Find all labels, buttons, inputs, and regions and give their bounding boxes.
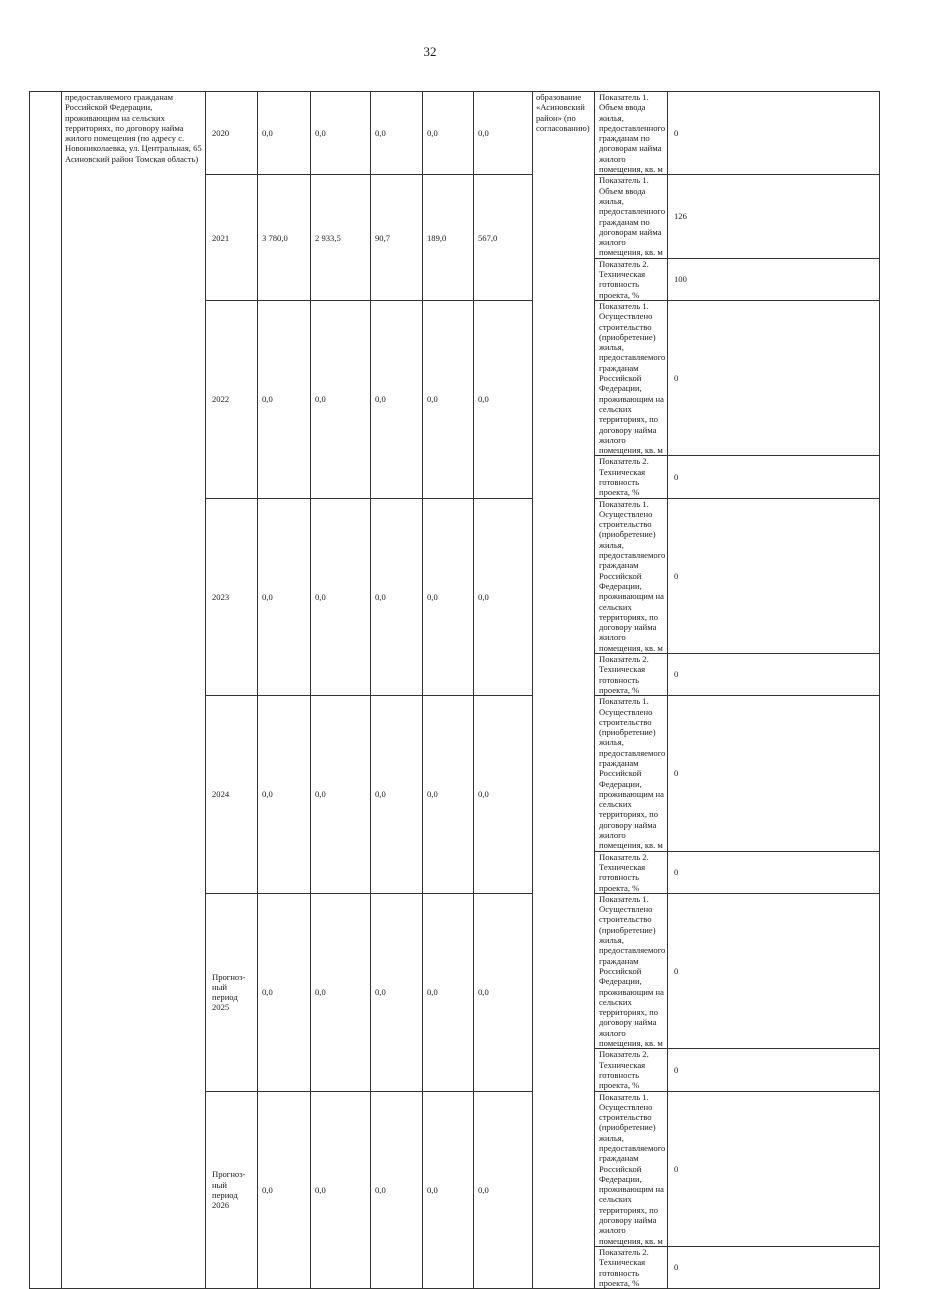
funding-value-cell: 0,0 [423,300,474,498]
year-cell: Прогноз- ный период 2025 [206,893,258,1091]
funding-value-cell: 0,0 [474,498,533,696]
funding-value-cell: 0,0 [474,92,533,175]
table-row [30,92,926,175]
funding-value-cell: 0,0 [371,893,423,1091]
funding-value-cell: 0,0 [371,498,423,696]
indicator-value-cell: 0 [668,654,880,696]
funding-value-cell: 0,0 [258,498,311,696]
executor-cell: образование «Асиновский район» (по согласованию) [533,92,595,1289]
indicator-text-cell: Показатель 1. Объем ввода жилья, предоставленного гражданам по договорам найма жилого помещения, кв. м [595,92,668,175]
year-cell: 2021 [206,175,258,301]
funding-value-cell: 0,0 [258,1091,311,1289]
funding-value-cell: 189,0 [423,175,474,301]
indicator-text-cell: Показатель 1. Осуществлено строительство (приобретение) жилья, предоставляемого гражданам Российской Федерации, проживающим на сельских территориях, по договору найма жилого помещения, кв. м [595,498,668,653]
indicator-value-cell: 0 [668,1246,880,1288]
funding-value-cell: 0,0 [474,696,533,894]
funding-value-cell: 0,0 [311,696,371,894]
indicator-text-cell: Показатель 2. Техническая готовность проекта, % [595,1246,668,1288]
indicator-value-cell: 0 [668,696,880,851]
funding-value-cell: 0,0 [423,696,474,894]
funding-value-cell: 0,0 [371,92,423,175]
funding-value-cell: 0,0 [423,893,474,1091]
indicator-text-cell: Показатель 2. Техническая готовность проекта, % [595,851,668,893]
year-cell: 2024 [206,696,258,894]
funding-value-cell: 0,0 [311,300,371,498]
funding-value-cell: 0,0 [371,1091,423,1289]
indicator-value-cell: 0 [668,456,880,498]
funding-value-cell: 0,0 [423,92,474,175]
indicator-text-cell: Показатель 2. Техническая готовность проекта, % [595,258,668,300]
funding-value-cell: 567,0 [474,175,533,301]
funding-value-cell: 0,0 [311,893,371,1091]
funding-value-cell: 0,0 [474,1091,533,1289]
funding-value-cell: 0,0 [258,893,311,1091]
funding-value-cell: 2 933,5 [311,175,371,301]
funding-value-cell: 90,7 [371,175,423,301]
row-number-cell [30,92,62,1289]
indicator-text-cell: Показатель 1. Осуществлено строительство (приобретение) жилья, предоставляемого гражданам Российской Федерации, проживающим на сельских территориях, по договору найма жилого помещения, кв. м [595,696,668,851]
measure-name-cell: предоставляемого гражданам Российской Федерации, проживающим на сельских территориях, по договору найма жилого помещения (по адресу с. Новониколаевка, ул. Центральная, 65 Асиновский район Томская область) [62,92,206,1289]
funding-value-cell: 0,0 [258,696,311,894]
funding-value-cell: 0,0 [474,300,533,498]
indicator-value-cell: 0 [668,893,880,1048]
indicator-text-cell: Показатель 2. Техническая готовность проекта, % [595,654,668,696]
funding-value-cell: 0,0 [311,498,371,696]
indicator-text-cell: Показатель 1. Осуществлено строительство (приобретение) жилья, предоставляемого гражданам Российской Федерации, проживающим на сельских территориях, по договору найма жилого помещения, кв. м [595,893,668,1048]
indicator-value-cell: 0 [668,851,880,893]
indicator-value-cell: 126 [668,175,880,258]
indicator-value-cell: 0 [668,1049,880,1091]
funding-value-cell: 0,0 [258,92,311,175]
funding-value-cell: 0,0 [371,696,423,894]
indicator-text-cell: Показатель 1. Объем ввода жилья, предоставленного гражданам по договорам найма жилого помещения, кв. м [595,175,668,258]
indicator-text-cell: Показатель 1. Осуществлено строительство (приобретение) жилья, предоставляемого гражданам Российской Федерации, проживающим на сельских территориях, по договору найма жилого помещения, кв. м [595,1091,668,1246]
year-cell: 2020 [206,92,258,175]
indicator-value-cell: 0 [668,1091,880,1246]
program-table [29,91,926,1289]
year-cell: 2023 [206,498,258,696]
indicator-value-cell: 100 [668,258,880,300]
indicator-value-cell: 0 [668,92,880,175]
year-cell: Прогноз- ный период 2026 [206,1091,258,1289]
indicator-text-cell: Показатель 2. Техническая готовность проекта, % [595,456,668,498]
indicator-value-cell: 0 [668,498,880,653]
funding-value-cell: 0,0 [258,300,311,498]
indicator-value-cell: 0 [668,300,880,455]
funding-value-cell: 0,0 [474,893,533,1091]
funding-value-cell: 0,0 [311,1091,371,1289]
funding-value-cell: 0,0 [423,498,474,696]
page-number: 32 [423,44,437,59]
indicator-text-cell: Показатель 2. Техническая готовность проекта, % [595,1049,668,1091]
funding-value-cell: 0,0 [423,1091,474,1289]
indicator-text-cell: Показатель 1. Осуществлено строительство (приобретение) жилья, предоставляемого гражданам Российской Федерации, проживающим на сельских территориях, по договору найма жилого помещения, кв. м [595,300,668,455]
funding-value-cell: 0,0 [311,92,371,175]
funding-value-cell: 3 780,0 [258,175,311,301]
funding-value-cell: 0,0 [371,300,423,498]
year-cell: 2022 [206,300,258,498]
